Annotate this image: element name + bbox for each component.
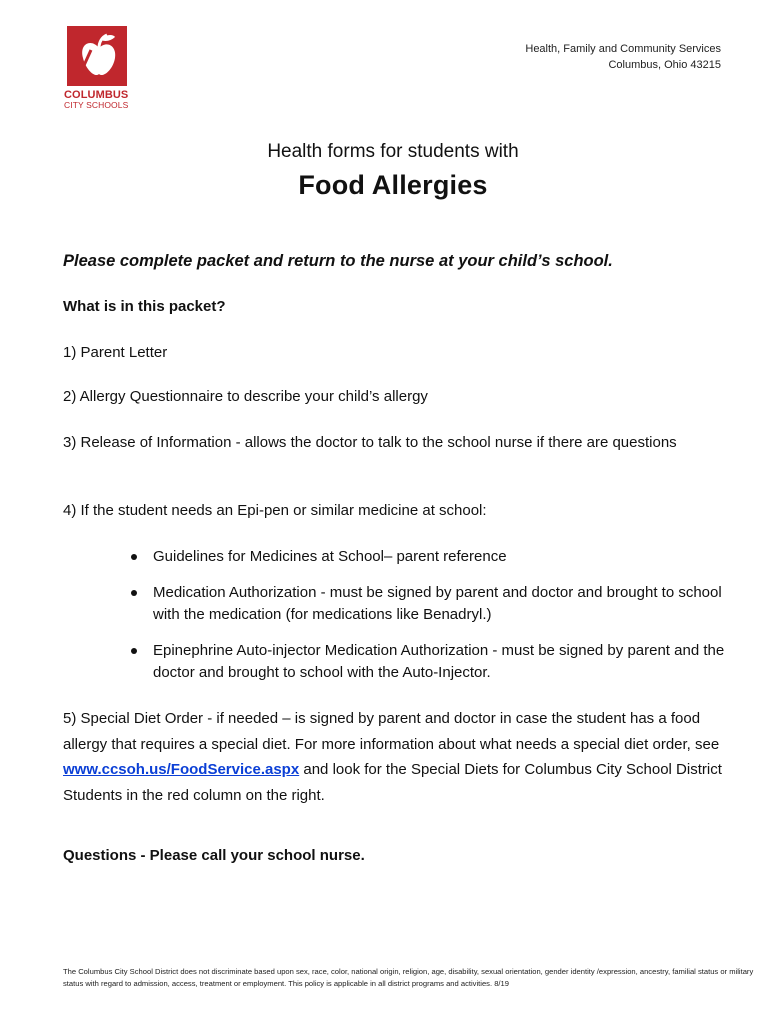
page-title: Food Allergies xyxy=(298,170,488,200)
logo-text xyxy=(64,89,130,110)
bullet-icon xyxy=(131,648,137,654)
org-address xyxy=(525,41,721,73)
bullet-icon xyxy=(131,554,137,560)
org-city: Columbus, Ohio 43215 xyxy=(608,59,721,71)
bullet-guidelines xyxy=(127,546,737,568)
bullet-text: Epinephrine Auto-injector Medication Authorization - must be signed by parent and the doctor and brought to school with the Auto-Injector. xyxy=(153,642,725,681)
bullet-text: Guidelines for Medicines at School– parent reference xyxy=(153,548,507,565)
list-item-parent-letter: 1) Parent Letter xyxy=(63,344,168,361)
questions-text: Questions - Please call your school nurse. xyxy=(63,847,365,864)
instruction-text: Please complete packet and return to the nurse at your child’s school. xyxy=(63,252,613,270)
org-name: Health, Family and Community Services xyxy=(525,43,721,55)
apple-logo-icon xyxy=(67,26,127,86)
packet-heading: What is in this packet? xyxy=(63,298,226,315)
bullet-text: Medication Authorization - must be signed by parent and doctor and brought to school with the medication (for medications like Benadryl.) xyxy=(153,584,722,623)
bullet-epinephrine-authorization xyxy=(127,640,737,684)
list-item-release-of-information: 3) Release of Information - allows the doctor to talk to the school nurse if there are questions xyxy=(63,434,677,451)
bullet-icon xyxy=(131,590,137,596)
bullet-medication-authorization xyxy=(127,582,737,626)
special-diet-text-after: and look for the Special Diets for Columbus City School District Students in the red column on the right. xyxy=(63,761,722,804)
list-item-allergy-questionnaire: 2) Allergy Questionnaire to describe your child’s allergy xyxy=(63,388,428,405)
list-item-special-diet-order xyxy=(63,706,733,808)
medication-bullet-list xyxy=(127,546,737,698)
logo-line-1: COLUMBUS xyxy=(64,89,129,101)
nondiscrimination-footer: The Columbus City School District does not discriminate based upon sex, race, color, national origin, religion, age, disability, sexual orientation, gender identity /expression, ancestry, familial status or military status with regard to admission, access, treatment or employment. This policy is applicable in all district programs and activities. 8/19 xyxy=(63,967,754,988)
columbus-city-schools-logo xyxy=(64,26,130,110)
logo-line-2: CITY SCHOOLS xyxy=(64,100,129,110)
special-diet-text: 5) Special Diet Order - if needed – is signed by parent and doctor in case the student has a food allergy that requires a special diet. For more information about what needs a special diet order, see xyxy=(63,710,720,753)
list-item-epi-pen: 4) If the student needs an Epi-pen or similar medicine at school: xyxy=(63,502,487,519)
page-subtitle: Health forms for students with xyxy=(267,141,519,162)
food-service-link[interactable]: www.ccsoh.us/FoodService.aspx xyxy=(63,761,300,778)
